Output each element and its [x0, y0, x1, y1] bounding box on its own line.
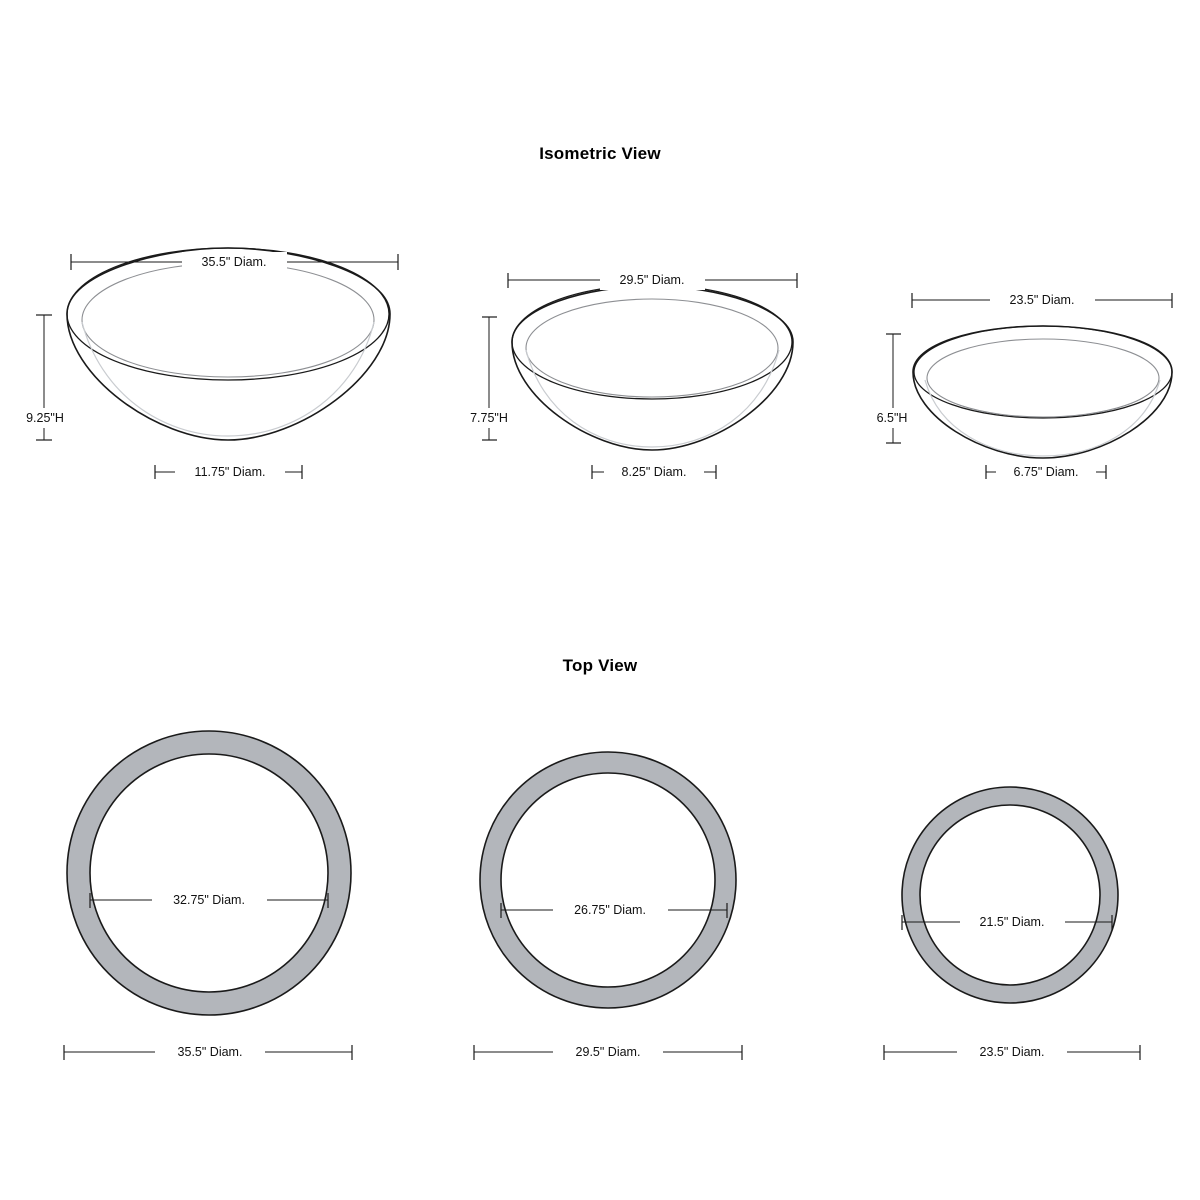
dim-inner-diameter-label: 26.75" Diam. — [574, 903, 646, 917]
dim-base-diameter — [592, 462, 716, 482]
bowl-outline — [67, 248, 390, 440]
dim-base-diameter-label: 11.75" Diam. — [194, 465, 266, 479]
dim-height-label: 9.25"H — [26, 411, 64, 425]
dim-outer-diameter-label: 23.5" Diam. — [979, 1045, 1045, 1059]
inner-circle — [90, 754, 328, 992]
dim-base-diameter-label: 8.25" Diam. — [621, 465, 687, 479]
top-large-bowl — [64, 731, 352, 1062]
dim-height-label: 6.5"H — [876, 411, 908, 425]
dim-base-diameter — [986, 462, 1106, 482]
dim-outer-diameter-label: 35.5" Diam. — [177, 1045, 243, 1059]
dim-top-diameter — [508, 270, 797, 290]
dim-outer-diameter — [884, 1042, 1140, 1062]
dim-outer-diameter — [64, 1042, 352, 1062]
dim-top-diameter-label: 29.5" Diam. — [619, 273, 685, 287]
inner-circle — [501, 773, 715, 987]
dim-height — [864, 334, 922, 443]
iso-small-bowl — [864, 290, 1172, 482]
dim-outer-diameter-label: 29.5" Diam. — [575, 1045, 641, 1059]
inner-circle — [920, 805, 1100, 985]
dim-base-diameter-label: 6.75" Diam. — [1013, 465, 1079, 479]
dim-height — [458, 317, 520, 440]
dim-top-diameter-label: 23.5" Diam. — [1009, 293, 1075, 307]
top-view-group — [0, 710, 1200, 1130]
isometric-view-group — [0, 200, 1200, 760]
dim-outer-diameter — [474, 1042, 742, 1062]
dim-top-diameter — [912, 290, 1172, 310]
dim-top-diameter-label: 35.5" Diam. — [201, 255, 267, 269]
dim-height-label: 7.75"H — [470, 411, 508, 425]
dim-inner-diameter-label: 21.5" Diam. — [979, 915, 1045, 929]
dim-height — [14, 315, 76, 440]
dim-inner-diameter-label: 32.75" Diam. — [173, 893, 245, 907]
top-medium-bowl — [474, 752, 742, 1062]
bowl-outline — [512, 286, 793, 450]
top-small-bowl — [884, 787, 1140, 1062]
isometric-view-title: Isometric View — [539, 144, 661, 163]
top-view-title: Top View — [562, 656, 638, 675]
bowl-outline — [913, 326, 1172, 458]
dim-base-diameter — [155, 462, 302, 482]
iso-large-bowl — [14, 248, 398, 482]
iso-medium-bowl — [458, 270, 797, 482]
